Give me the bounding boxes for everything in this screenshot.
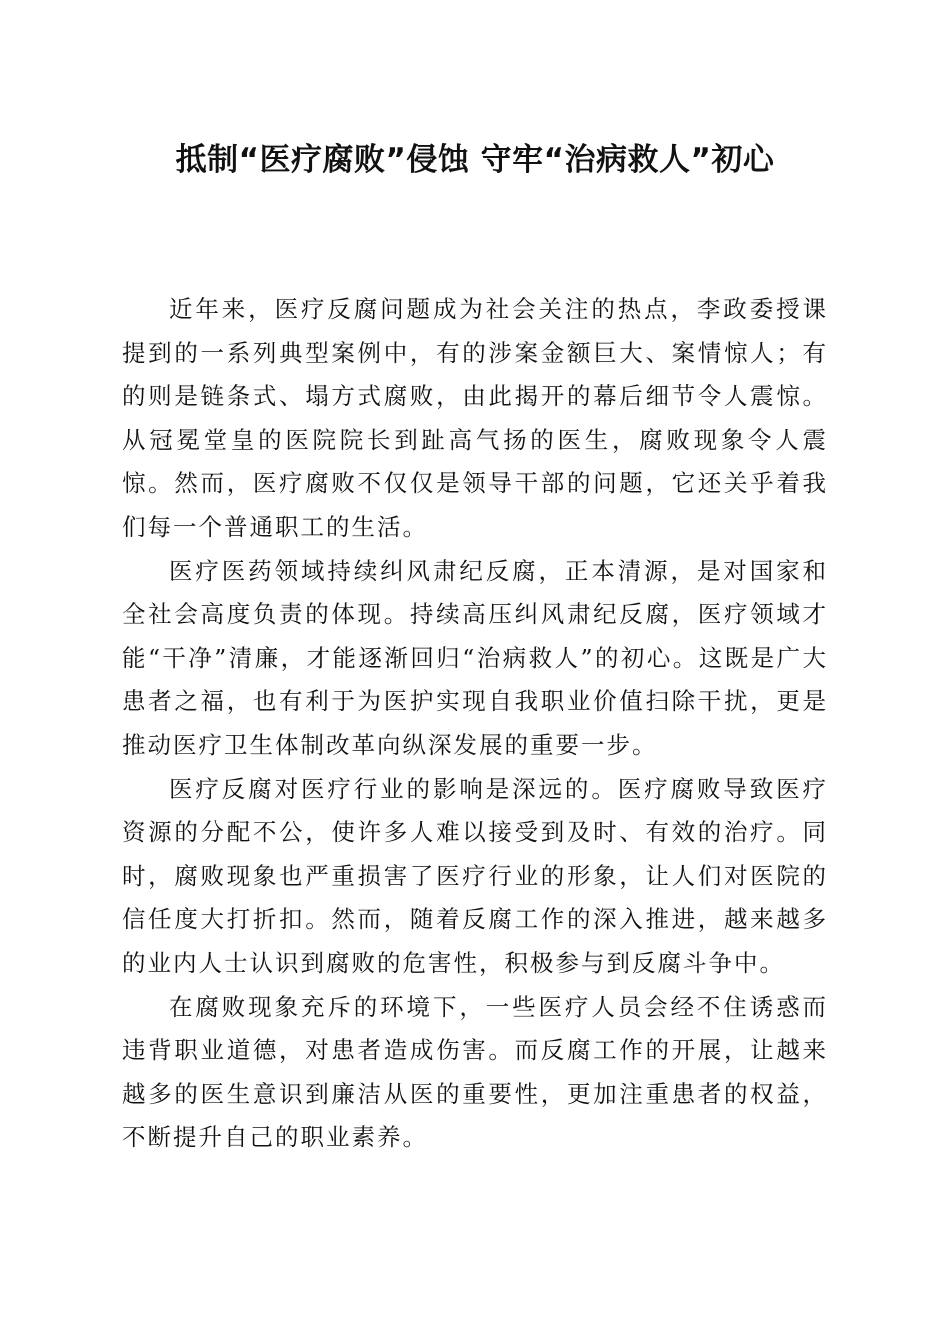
paragraph-1: 近年来，医疗反腐问题成为社会关注的热点，李政委授课提到的一系列典型案例中，有的涉案金额巨大、案情惊人；有的则是链条式、塌方式腐败，由此揭开的幕后细节令人震惊。从冠冕堂皇的医院院长到趾高气扬的医生，腐败现象令人震惊。然而，医疗腐败不仅仅是领导干部的问题，它还关乎着我们每一个普通职工的生活。 xyxy=(122,295,828,541)
document-title: 抵制“医疗腐败”侵蚀 守牢“治病救人”初心 xyxy=(175,142,775,178)
paragraph-4: 在腐败现象充斥的环境下，一些医疗人员会经不住诱惑而违背职业道德，对患者造成伤害。而反腐工作的开展，让越来越多的医生意识到廉洁从医的重要性，更加注重患者的权益，不断提升自己的职业素养。 xyxy=(122,992,828,1152)
document-body xyxy=(122,288,828,1160)
paragraph-3: 医疗反腐对医疗行业的影响是深远的。医疗腐败导致医疗资源的分配不公，使许多人难以接受到及时、有效的治疗。同时，腐败现象也严重损害了医疗行业的形象，让人们对医院的信任度大打折扣。然而，随着反腐工作的深入推进，越来越多的业内人士认识到腐败的危害性，积极参与到反腐斗争中。 xyxy=(122,774,828,977)
paragraph-2: 医疗医药领域持续纠风肃纪反腐，正本清源，是对国家和全社会高度负责的体现。持续高压纠风肃纪反腐，医疗领域才能“干净”清廉，才能逐渐回归“治病救人”的初心。这既是广大患者之福，也有利于为医护实现自我职业价值扫除干扰，更是推动医疗卫生体制改革向纵深发展的重要一步。 xyxy=(122,556,828,759)
